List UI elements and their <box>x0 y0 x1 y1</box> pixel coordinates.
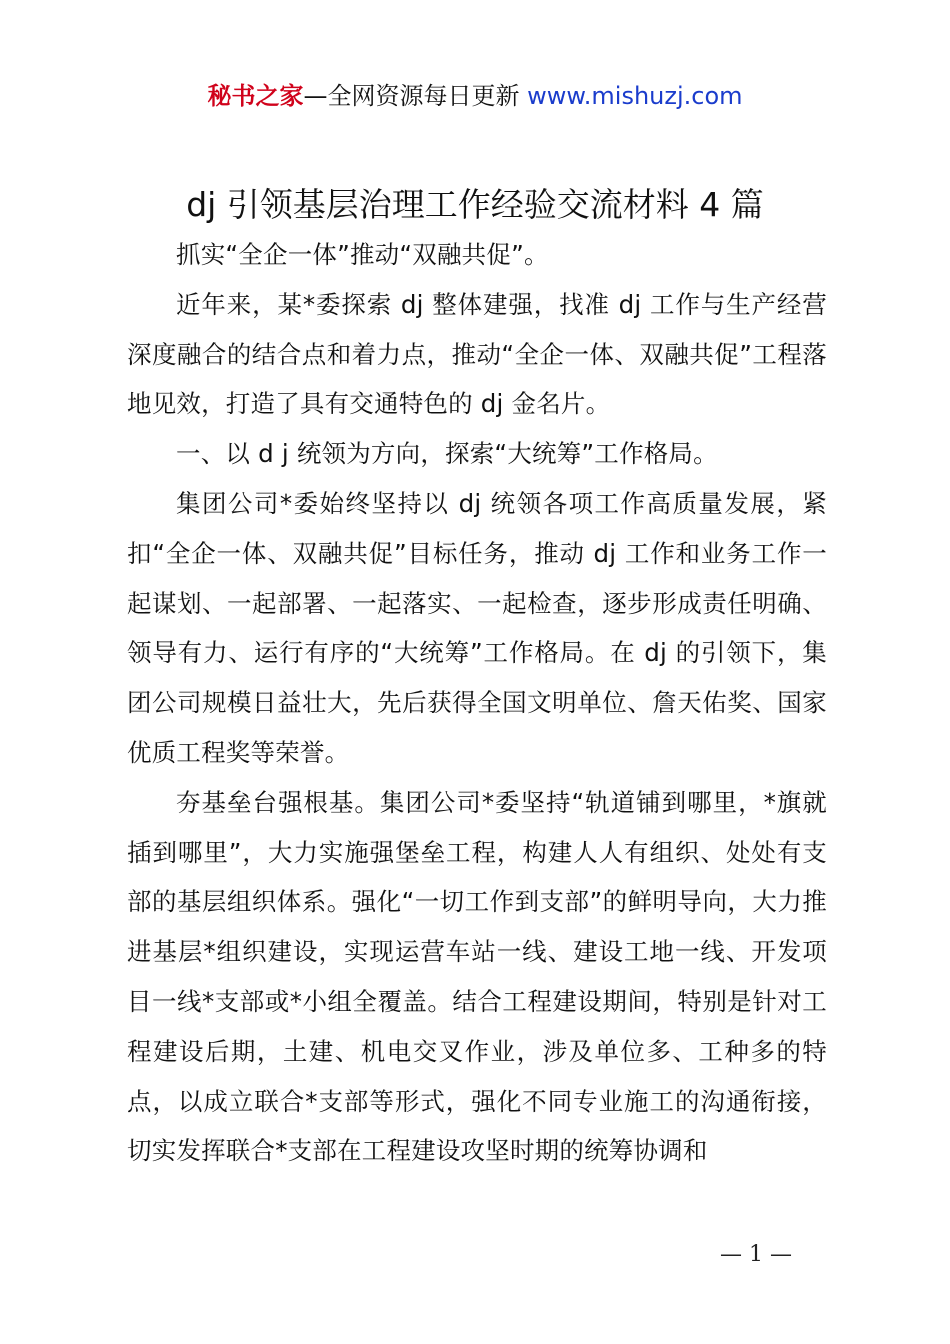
document-body <box>127 230 827 1176</box>
section-heading: 一、以 d j 统领为方向，探索“大统筹”工作格局。 <box>176 439 718 469</box>
document-title: dj 引领基层治理工作经验交流材料 4 篇 <box>186 185 764 224</box>
page-number: — 1 — <box>720 1242 792 1267</box>
site-tagline: —全网资源每日更新 <box>303 82 520 110</box>
body-paragraph: 抓实“全企一体”推动“双融共促”。 <box>176 240 549 269</box>
site-brand: 秘书之家 <box>207 82 304 110</box>
body-paragraph: 集团公司*委始终坚持以 dj 统领各项工作高质量发展，紧扣“全企一体、双融共促”目标任务，推动 dj 工作和业务工作一起谋划、一起部署、一起落实、一起检查，逐步形成责任明确、领导有力、运行有序的“大统筹”工作格局。在 dj 的引领下，集团公司规模日益壮大，先后获得全国文明单位、詹天佑奖、国家优质工程奖等荣誉。 <box>127 488 827 767</box>
site-url-link[interactable]: www.mishuzj.com <box>527 82 743 110</box>
body-paragraph: 近年来，某*委探索 dj 整体建强，找准 dj 工作与生产经营深度融合的结合点和着力点，推动“全企一体、双融共促”工程落地见效，打造了具有交通特色的 dj 金名片。 <box>127 289 827 419</box>
body-paragraph: 夯基垒台强根基。集团公司*委坚持“轨道铺到哪里，*旗就插到哪里”，大力实施强堡垒工程，构建人人有组织、处处有支部的基层组织体系。强化“一切工作到支部”的鲜明导向，大力推进基层*组织建设，实现运营车站一线、建设工地一线、开发项目一线*支部或*小组全覆盖。结合工程建设期间，特别是针对工程建设后期，土建、机电交叉作业，涉及单位多、工种多的特点，以成立联合*支部等形式，强化不同专业施工的沟通衔接，切实发挥联合*支部在工程建设攻坚时期的统筹协调和 <box>127 787 827 1166</box>
site-header <box>0 80 950 112</box>
